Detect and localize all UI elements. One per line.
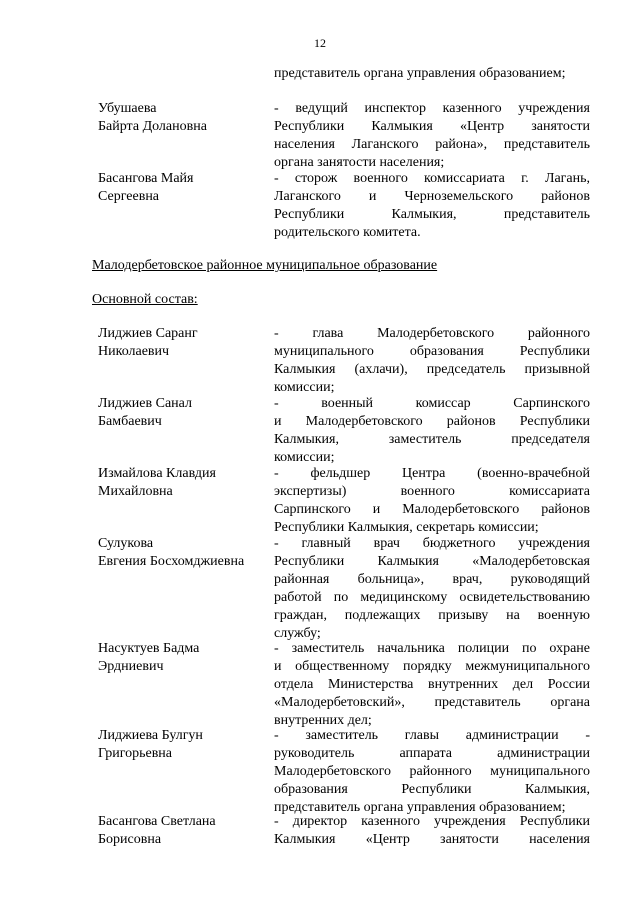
member-name: Сулукова Евгения Босхомджиевна — [98, 536, 245, 569]
member-description: - директор казенного учреждения Республики Калмыкия «Центр занятости населения — [274, 814, 590, 847]
member-description: - заместитель начальника полиции по охране и общественному порядку межмуниципального отдела Министерства внутренних дел России «Малодербетовский», представитель органа внутренних дел; — [274, 641, 590, 728]
member-description: - сторож военного комиссариата г. Лагань, Лаганского и Черноземельского районов Республики Калмыкия, представитель родительского комитета. — [274, 171, 590, 240]
page-number: 12 — [314, 36, 326, 50]
member-description: - главный врач бюджетного учреждения Республики Калмыкия «Малодербетовская районная больница», врач, руководящий работой по медицинскому освидетельствованию граждан, подлежащих призыву на военную службу; — [274, 536, 590, 641]
subsection-heading: Основной состав: — [92, 292, 198, 307]
member-description: - фельдшер Центра (военно-врачебной экспертизы) военного комиссариата Сарпинского и Малодербетовского районов Республики Калмыкия, секретарь комиссии; — [274, 466, 590, 535]
section-heading: Малодербетовское районное муниципальное образование — [92, 258, 438, 273]
member-name: Измайлова Клавдия Михайловна — [98, 466, 216, 499]
member-name: Лиджиев Саранг Николаевич — [98, 326, 198, 359]
intro-line: представитель органа управления образованием; — [274, 66, 566, 81]
member-name: Лиджиева Булгун Григорьевна — [98, 728, 203, 761]
member-name: Убушаева Байрта Долановна — [98, 101, 207, 134]
member-description: - глава Малодербетовского районного муниципального образования Республики Калмыкия (ахлачи), председатель призывной комиссии; — [274, 326, 590, 395]
member-description: - военный комиссар Сарпинского и Малодербетовского районов Республики Калмыкия, заместитель председателя комиссии; — [274, 396, 590, 465]
member-description: - ведущий инспектор казенного учреждения Республики Калмыкия «Центр занятости населения Лаганского района», представитель органа занятости населения; — [274, 101, 590, 170]
member-description: - заместитель главы администрации - руководитель аппарата администрации Малодербетовского районного муниципального образования Республики Калмыкия, представитель органа управления образованием; — [274, 728, 590, 815]
member-name: Басангова Светлана Борисовна — [98, 814, 216, 847]
member-name: Лиджиев Санал Бамбаевич — [98, 396, 192, 429]
member-name: Насуктуев Бадма Эрдниевич — [98, 641, 200, 674]
member-name: Басангова Майя Сергеевна — [98, 171, 194, 204]
